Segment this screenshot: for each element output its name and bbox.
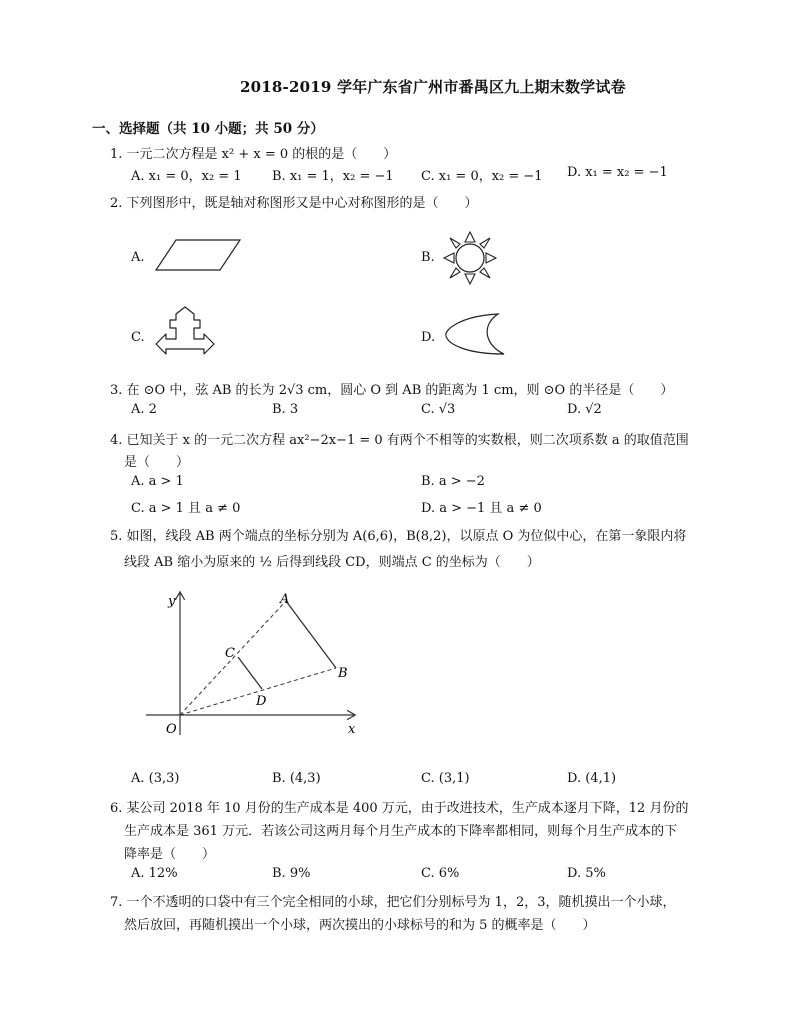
q3-option-b: B. 3 — [272, 402, 299, 417]
question-3-stem: 3. 在 ⊙O 中，弦 AB 的长为 2√3 cm，圆心 O 到 AB 的距离为 1 cm，则 ⊙O 的半径是（ ） — [110, 383, 674, 398]
q5-option-b: B. (4,3) — [272, 771, 321, 786]
q4-option-a: A. a > 1 — [131, 474, 184, 489]
q2-label-d: D. — [421, 330, 436, 345]
crescent-figure — [440, 310, 510, 358]
question-2-stem: 2. 下列图形中，既是轴对称图形又是中心对称图形的是（ ） — [110, 196, 478, 211]
q4-option-b: B. a > −2 — [421, 474, 485, 489]
q2-label-b: B. — [421, 250, 435, 265]
q4-option-c: C. a > 1 且 a ≠ 0 — [131, 501, 241, 516]
q5-option-d: D. (4,1) — [567, 771, 617, 786]
question-5-stem-line1: 5. 如图，线段 AB 两个端点的坐标分别为 A(6,6)，B(8,2)，以原点 O 为位似中心，在第一象限内将 — [110, 529, 687, 544]
q2-label-a: A. — [131, 250, 145, 265]
question-4-stem-line2: 是（ ） — [124, 455, 190, 470]
q3-option-c: C. √3 — [421, 402, 456, 417]
q1-option-a: A. x₁ = 0，x₂ = 1 — [131, 169, 242, 184]
segment-ab — [286, 601, 336, 668]
question-4-stem-line1: 4. 已知关于 x 的一元二次方程 ax²−2x−1 = 0 有两个不相等的实数根，则二次项系数 a 的取值范围 — [110, 433, 689, 448]
q3-option-d: D. √2 — [567, 402, 602, 417]
question-5-stem-line2: 线段 AB 缩小为原来的 ½ 后得到线段 CD，则端点 C 的坐标为（ ） — [124, 555, 540, 570]
label-b: B — [338, 666, 348, 681]
question-7-stem-line2: 然后放回，再随机摸出一个小球，两次摸出的小球标号的和为 5 的概率是（ ） — [124, 918, 596, 933]
segment-cd — [238, 657, 262, 689]
q4-option-d: D. a > −1 且 a ≠ 0 — [421, 501, 542, 516]
label-d: D — [256, 694, 267, 709]
q6-option-b: B. 9% — [272, 866, 311, 881]
question-6-stem-line1: 6. 某公司 2018 年 10 月份的生产成本是 400 万元，由于改进技术，生产成本逐月下降，12 月份的 — [110, 801, 689, 816]
q6-option-d: D. 5% — [567, 866, 606, 881]
parallelogram-figure — [148, 236, 248, 276]
q1-option-d: D. x₁ = x₂ = −1 — [567, 165, 668, 180]
coordinate-figure — [140, 585, 370, 745]
question-7-stem-line1: 7. 一个不透明的口袋中有三个完全相同的小球，把它们分别标号为 1，2，3，随机摸出一个小球， — [110, 895, 676, 910]
sun-figure — [440, 228, 500, 288]
label-y: y — [168, 594, 176, 609]
question-1-stem: 1. 一元二次方程是 x² + x = 0 的根的是（ ） — [110, 147, 397, 162]
q6-option-c: C. 6% — [421, 866, 460, 881]
question-6-stem-line2: 生产成本是 361 万元．若该公司这两月每个月生产成本的下降率都相同，则每个月生产成本的下 — [124, 824, 678, 839]
label-a: A — [280, 592, 290, 607]
q3-option-a: A. 2 — [131, 402, 157, 417]
label-x: x — [348, 722, 356, 737]
label-o: O — [166, 722, 177, 737]
question-6-stem-line3: 降率是（ ） — [124, 847, 216, 862]
page-title: 2018-2019 学年广东省广州市番禺区九上期末数学试卷 — [240, 78, 626, 96]
q5-option-c: C. (3,1) — [421, 771, 470, 786]
q1-option-b: B. x₁ = 1，x₂ = −1 — [272, 169, 394, 184]
q2-label-c: C. — [131, 330, 145, 345]
label-c: C — [225, 646, 235, 661]
section-heading: 一、选择题（共 10 小题；共 50 分） — [92, 121, 324, 137]
q1-option-c: C. x₁ = 0，x₂ = −1 — [421, 169, 543, 184]
q6-option-a: A. 12% — [131, 866, 178, 881]
arrows-figure — [154, 306, 224, 358]
q5-option-a: A. (3,3) — [131, 771, 180, 786]
